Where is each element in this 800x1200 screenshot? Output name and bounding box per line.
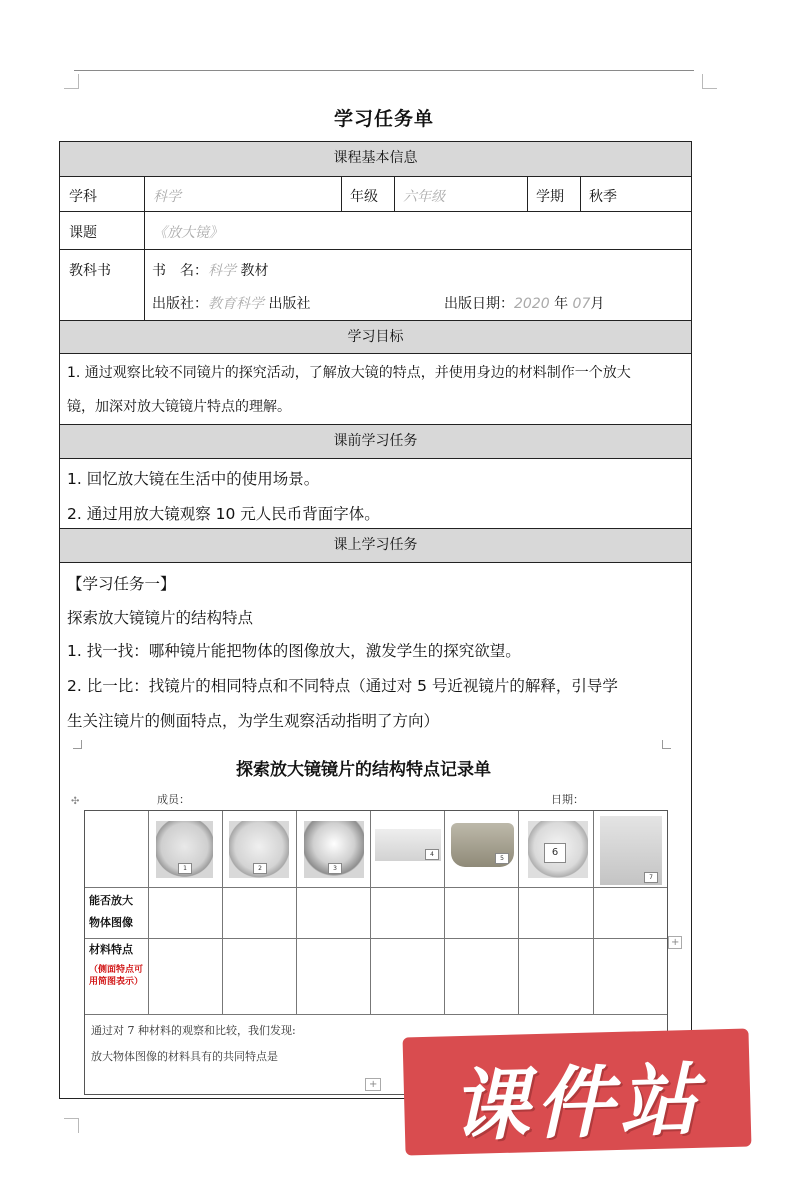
record-members-label: 成员： xyxy=(157,793,190,806)
pub-year-value[interactable]: 2020 xyxy=(514,296,550,312)
goal-line-2: 镜，加深对放大镜镜片特点的理解。 xyxy=(67,399,291,415)
record-footer-line-1: 通过对 7 种材料的观察和比较，我们发现: xyxy=(91,1024,296,1037)
year-suffix: 年 xyxy=(554,296,569,312)
pub-date-line xyxy=(444,293,604,313)
topic-value[interactable]: 《放大镜》 xyxy=(153,225,223,241)
pub-date-label: 出版日期： xyxy=(444,296,514,312)
expand-handle-icon[interactable]: + xyxy=(668,936,682,949)
lens-tag: 7 xyxy=(644,872,658,883)
month-suffix: 月 xyxy=(590,296,605,312)
textbook-label: 教科书 xyxy=(69,263,111,279)
task-title: 探索放大镜镜片的结构特点 xyxy=(67,609,254,627)
embed-corner-mark xyxy=(662,740,671,749)
term-label: 学期 xyxy=(536,189,564,205)
col-divider xyxy=(394,177,395,211)
lens-photo-7 xyxy=(600,816,662,885)
row-label-magnify-b: 物体图像 xyxy=(89,916,133,929)
rec-col-divider xyxy=(222,811,223,1014)
page-title: 学习任务单 xyxy=(333,108,434,130)
add-row-handle-icon[interactable]: + xyxy=(365,1078,381,1091)
pub-month-value[interactable]: 07 xyxy=(572,296,591,312)
record-sheet-title: 探索放大镜镜片的结构特点记录单 xyxy=(236,760,491,780)
section-header-goals: 学习目标 xyxy=(60,320,691,354)
rec-col-divider xyxy=(296,811,297,1014)
publisher-line xyxy=(152,293,310,313)
rec-row-divider xyxy=(85,1014,667,1015)
crop-mark-top-right xyxy=(702,74,717,89)
watermark-stamp xyxy=(403,1028,752,1155)
lens-photo-6 xyxy=(528,821,588,878)
lens-photo-4 xyxy=(375,829,441,861)
subject-label: 学科 xyxy=(69,189,97,205)
book-name-label: 书 名： xyxy=(152,263,208,279)
lens-tag: 3 xyxy=(328,863,342,874)
subject-value[interactable]: 科学 xyxy=(153,189,181,205)
row-label-magnify-a: 能否放大 xyxy=(89,894,133,907)
row-label-material: 材料特点 xyxy=(89,943,133,956)
task-step-2-line-2: 生关注镜片的侧面特点，为学生观察活动指明了方向） xyxy=(67,712,440,730)
lens-tag: 2 xyxy=(253,863,267,874)
record-footer-line-2: 放大物体图像的材料具有的共同特点是 xyxy=(91,1050,278,1063)
watermark-text: 课件站 xyxy=(450,1055,705,1153)
rec-col-divider xyxy=(593,811,594,1014)
task-heading: 【学习任务一】 xyxy=(67,575,176,593)
header-rule xyxy=(74,70,694,71)
task-step-2-line-1: 2. 比一比：找镜片的相同特点和不同特点（通过对 5 号近视镜片的解释，引导学 xyxy=(67,677,618,695)
lens-tag: 5 xyxy=(495,853,509,864)
pre-class-item-1: 1. 回忆放大镜在生活中的使用场景。 xyxy=(67,470,320,488)
embed-corner-mark xyxy=(73,740,82,749)
col-divider xyxy=(580,177,581,211)
row-divider xyxy=(60,249,691,250)
rec-col-divider xyxy=(444,811,445,1014)
task-step-1: 1. 找一找：哪种镜片能把物体的图像放大，激发学生的探究欲望。 xyxy=(67,642,521,660)
col-divider xyxy=(341,177,342,211)
pre-class-item-2: 2. 通过用放大镜观察 10 元人民币背面字体。 xyxy=(67,505,380,523)
rec-col-divider xyxy=(148,811,149,1014)
lens-tag: 4 xyxy=(425,849,439,860)
goal-line-1: 1. 通过观察比较不同镜片的探究活动，了解放大镜的特点，并使用身边的材料制作一个放大 xyxy=(67,365,631,381)
row-divider xyxy=(60,211,691,212)
crop-mark-bottom-left xyxy=(64,1118,79,1133)
term-value[interactable]: 秋季 xyxy=(589,189,617,205)
lens-tag: 6 xyxy=(544,843,566,863)
crop-mark-top-left xyxy=(64,74,79,89)
record-date-label: 日期： xyxy=(551,793,584,806)
section-header-pre-class: 课前学习任务 xyxy=(60,424,691,459)
lens-photo-5 xyxy=(451,823,514,867)
book-name-value[interactable]: 科学 xyxy=(208,263,236,279)
lens-photo-2 xyxy=(229,821,289,878)
table-move-handle-icon[interactable]: ✣ xyxy=(71,796,80,807)
rec-row-divider xyxy=(85,887,667,888)
publisher-suffix: 出版社 xyxy=(268,296,311,312)
publisher-label: 出版社： xyxy=(152,296,208,312)
grade-label: 年级 xyxy=(350,189,378,205)
book-name-suffix: 教材 xyxy=(240,263,269,279)
topic-label: 课题 xyxy=(69,225,97,241)
book-name-line xyxy=(152,260,268,280)
lens-photo-3 xyxy=(304,821,364,878)
lens-photo-1 xyxy=(156,821,213,878)
section-header-in-class: 课上学习任务 xyxy=(60,528,691,563)
section-header-basic-info: 课程基本信息 xyxy=(60,142,691,177)
lens-tag: 1 xyxy=(178,863,192,874)
row-note-material: （侧面特点可用简图表示） xyxy=(89,965,144,987)
publisher-value[interactable]: 教育科学 xyxy=(208,296,264,312)
rec-col-divider xyxy=(518,811,519,1014)
rec-row-divider xyxy=(85,938,667,939)
rec-col-divider xyxy=(370,811,371,1014)
grade-value[interactable]: 六年级 xyxy=(403,189,445,205)
col-divider xyxy=(527,177,528,211)
